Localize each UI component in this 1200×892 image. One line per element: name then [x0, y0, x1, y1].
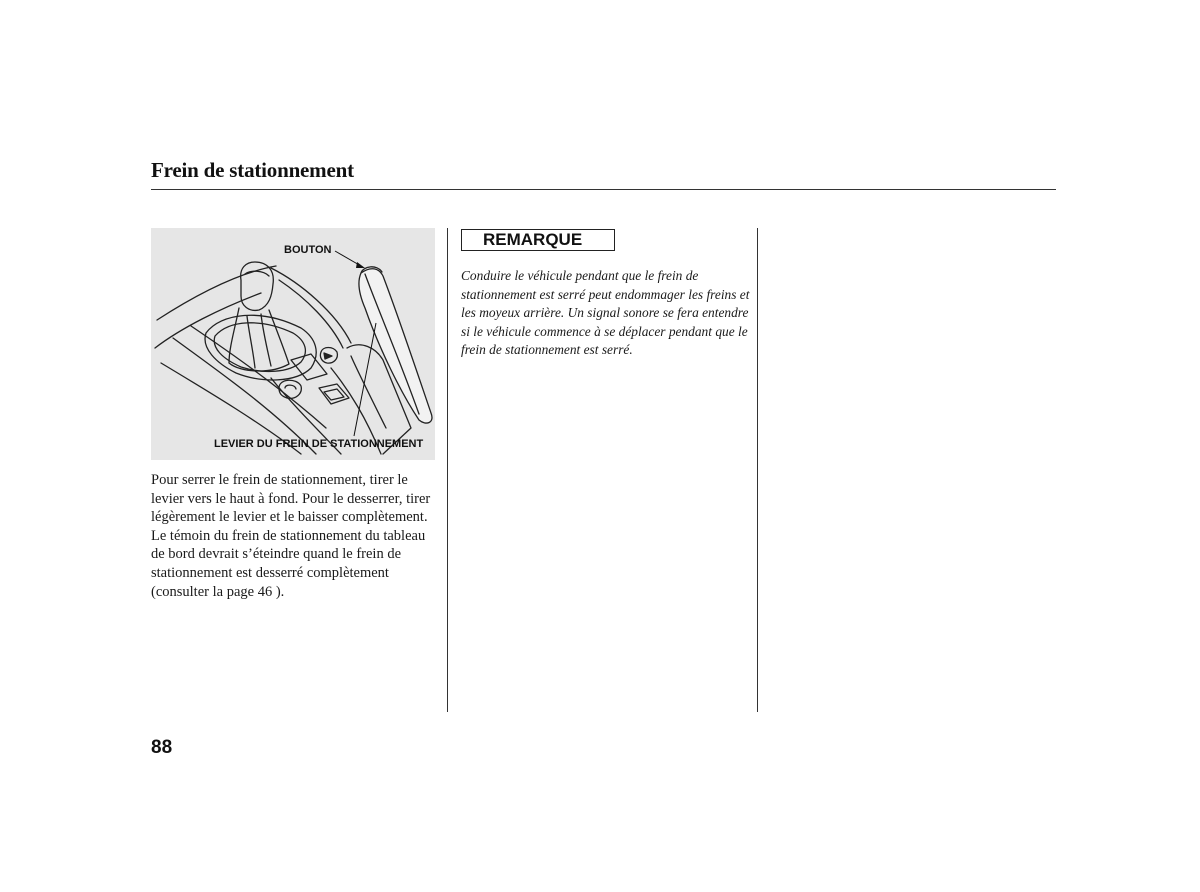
title-rule: [151, 189, 1056, 190]
parking-brake-figure: [151, 228, 435, 460]
body-paragraph: Pour serrer le frein de stationnement, tirer le levier vers le haut à fond. Pour le desserrer, tirer légèrement le levier et le baisser complètement. Le témoin du frein de stationnement du tableau de bord devrait s’éteindre quand le frein de stationnement est desserré complètement (consulter la page 46 ).: [151, 472, 431, 600]
lever-label: LEVIER DU FREIN DE STATIONNEMENT: [214, 438, 424, 450]
body-text: [151, 471, 441, 601]
notice-text: [461, 267, 751, 360]
page-number: 88: [151, 737, 173, 758]
notice-paragraph: Conduire le véhicule pendant que le frein de stationnement est serré peut endommager les freins et les moyeux arrière. Un signal sonore se fera entendre si le véhicule commence à se déplacer pendant que le frein de stationnement est serré.: [461, 268, 750, 358]
section-title: Frein de stationnement: [151, 158, 354, 182]
column-divider-right: [757, 228, 758, 712]
parking-brake-illustration: [151, 228, 435, 460]
column-divider-left: [447, 228, 448, 712]
button-label: BOUTON: [284, 244, 332, 256]
notice-label: REMARQUE: [461, 229, 615, 251]
